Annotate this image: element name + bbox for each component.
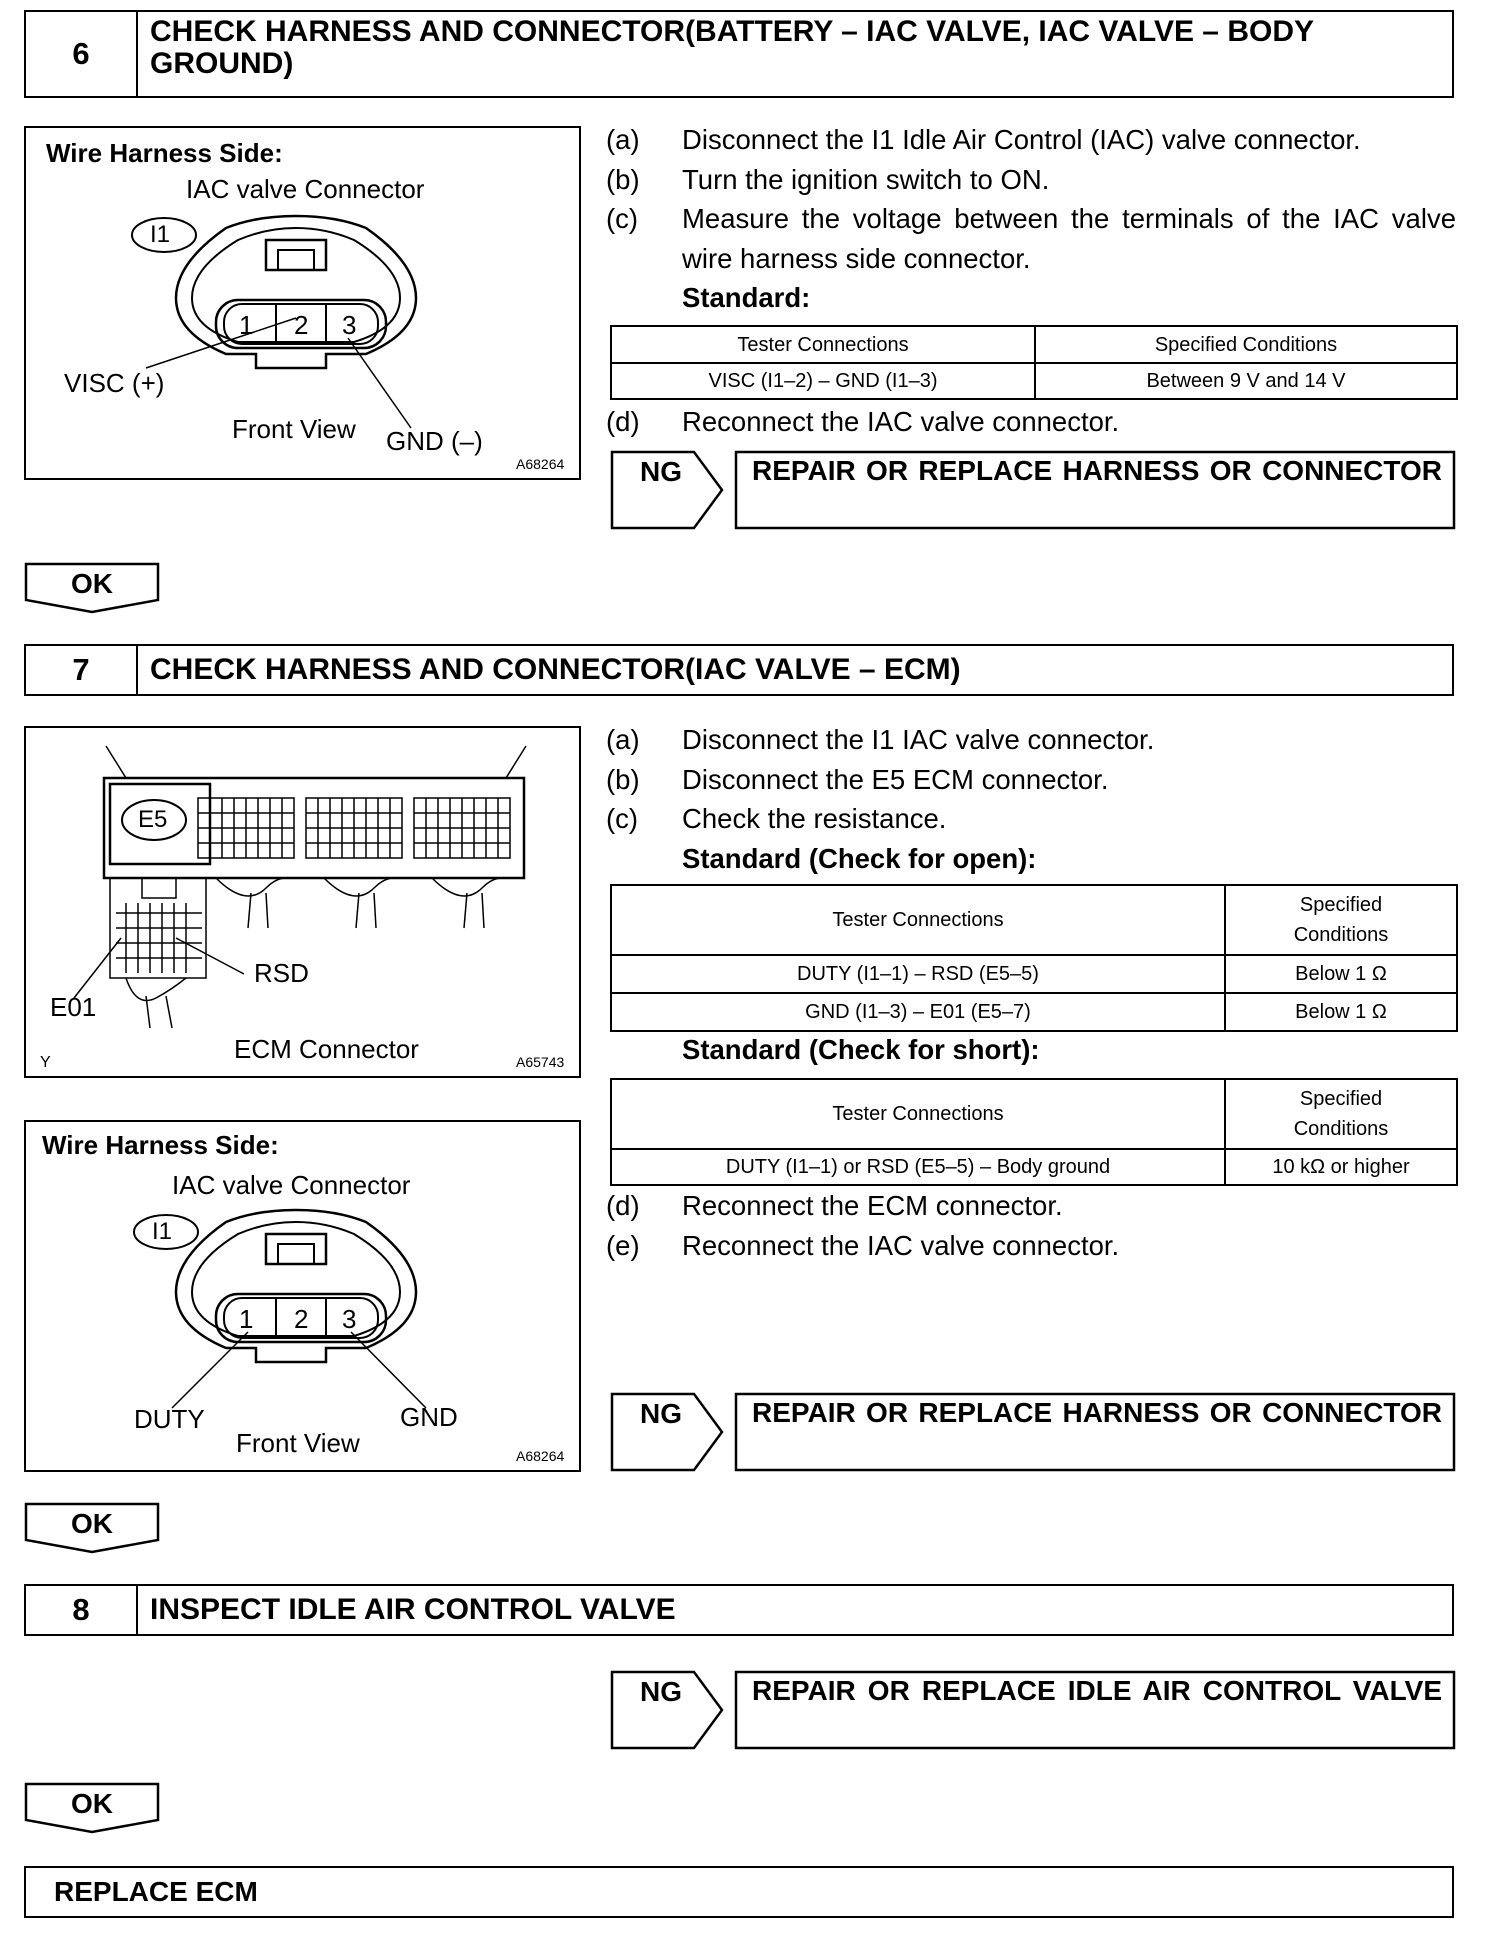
- step-6-ok: [24, 562, 160, 614]
- step-7-ng-branch: [610, 1392, 1456, 1472]
- instruction-item: (b) Turn the ignition switch to ON.: [606, 163, 1050, 195]
- ok-label: OK: [71, 1788, 113, 1819]
- pin-3: 3: [342, 310, 357, 340]
- final-action-box: [24, 1866, 1454, 1918]
- ng-action-text: REPAIR OR REPLACE IDLE AIR CONTROL VALVE: [752, 1675, 1442, 1706]
- figure-heading: Wire Harness Side:: [42, 1130, 279, 1160]
- instruction-item: (b) Disconnect the E5 ECM connector.: [606, 763, 1109, 795]
- label-visc: VISC (+): [64, 368, 165, 398]
- step-6-instructions: [606, 120, 1456, 317]
- step-7-short-table: [610, 1078, 1458, 1186]
- step-6-after: [606, 402, 1456, 442]
- ok-label: OK: [71, 1508, 113, 1539]
- ecm-connector-figure: [24, 726, 581, 1078]
- ng-label: NG: [640, 1398, 682, 1429]
- label-gnd: GND (–): [386, 426, 483, 456]
- ng-action: [752, 1394, 1458, 1474]
- step-7-open-table: [610, 884, 1458, 1032]
- connector-id: I1: [152, 1218, 173, 1245]
- step-7-header: [24, 644, 1454, 696]
- step-title: CHECK HARNESS AND CONNECTOR(IAC VALVE – ECM): [150, 653, 961, 686]
- step-7-instructions: [606, 720, 1456, 878]
- figure-code: A68264: [516, 1448, 565, 1464]
- ng-label: NG: [640, 456, 682, 487]
- step-6-header: [24, 10, 1454, 98]
- pin-1: 1: [239, 310, 254, 340]
- step-number: 8: [26, 1586, 138, 1634]
- table-cell: GND (I1–3) – E01 (E5–7): [611, 993, 1225, 1031]
- step-number: 6: [26, 12, 138, 96]
- ng-action-text: REPAIR OR REPLACE HARNESS OR CONNECTOR: [752, 455, 1442, 486]
- table-cell: Below 1 Ω: [1225, 955, 1457, 993]
- label-rsd: RSD: [254, 958, 309, 988]
- table-cell: DUTY (I1–1) – RSD (E5–5): [611, 955, 1225, 993]
- instruction-item: (d) Reconnect the IAC valve connector.: [606, 406, 1120, 437]
- step-number: 7: [26, 646, 138, 694]
- ecm-connector-id: E5: [138, 806, 168, 833]
- table-cell: Below 1 Ω: [1225, 993, 1457, 1031]
- ok-label: OK: [71, 568, 113, 599]
- table-header: Specified Conditions: [1035, 326, 1457, 363]
- ng-action: [752, 452, 1458, 532]
- figure-code: A65743: [516, 1054, 565, 1070]
- connector-id: I1: [150, 221, 171, 248]
- standard-label: Standard:: [682, 282, 811, 313]
- label-gnd: GND: [400, 1402, 458, 1432]
- figure-code: A68264: [516, 456, 565, 472]
- step-7-after: [606, 1186, 1456, 1265]
- standard-open-label: Standard (Check for open):: [682, 842, 1037, 874]
- step-7-short-label-wrap: [606, 1030, 1456, 1069]
- step-6-spec-table: [610, 325, 1458, 400]
- corner-mark: Y: [40, 1054, 51, 1071]
- label-e01: E01: [50, 992, 97, 1022]
- instruction-item: (c) Check the resistance.: [606, 803, 947, 834]
- table-header: Specified Conditions: [1225, 1079, 1457, 1149]
- step-8-ng-branch: [610, 1670, 1456, 1750]
- step-8-ok: [24, 1782, 160, 1834]
- instruction-item: (d) Reconnect the ECM connector.: [606, 1190, 1063, 1221]
- iac-connector-figure-2: [24, 1120, 581, 1472]
- instruction-item: (a) Disconnect the I1 IAC valve connector.: [606, 724, 1155, 755]
- table-header: Specified Conditions: [1225, 885, 1457, 955]
- step-title: CHECK HARNESS AND CONNECTOR(BATTERY – IAC VALVE, IAC VALVE – BODY GROUND): [150, 15, 1314, 80]
- table-cell: Between 9 V and 14 V: [1035, 363, 1457, 399]
- pin-3: 3: [342, 1304, 357, 1334]
- instruction-item: (a) Disconnect the I1 Idle Air Control (IAC) valve connector.: [606, 124, 1361, 155]
- instruction-item: (c) Measure the voltage between the terminals of the IAC valve wire harness side connector.: [606, 203, 1456, 274]
- front-view-label: Front View: [232, 414, 356, 444]
- instruction-item: (e) Reconnect the IAC valve connector.: [606, 1229, 1120, 1261]
- connector-label: IAC valve Connector: [172, 1170, 411, 1200]
- step-7-ok: [24, 1502, 160, 1554]
- table-cell: VISC (I1–2) – GND (I1–3): [611, 363, 1035, 399]
- ng-action-text: REPAIR OR REPLACE HARNESS OR CONNECTOR: [752, 1397, 1442, 1428]
- step-title: INSPECT IDLE AIR CONTROL VALVE: [150, 1593, 676, 1626]
- final-action-text: REPLACE ECM: [54, 1876, 258, 1907]
- figure-heading: Wire Harness Side:: [46, 138, 283, 168]
- connector-label: IAC valve Connector: [186, 174, 425, 204]
- table-cell: 10 kΩ or higher: [1225, 1149, 1457, 1185]
- step-8-header: [24, 1584, 1454, 1636]
- table-header: Tester Connections: [611, 1079, 1225, 1149]
- ng-label: NG: [640, 1676, 682, 1707]
- connector-drawing: [26, 1122, 579, 1470]
- step-6-ng-branch: [610, 450, 1456, 530]
- table-header: Tester Connections: [611, 885, 1225, 955]
- iac-connector-figure: [24, 126, 581, 480]
- table-cell: DUTY (I1–1) or RSD (E5–5) – Body ground: [611, 1149, 1225, 1185]
- ecm-connector-drawing: [26, 728, 579, 1076]
- front-view-label: Front View: [236, 1428, 360, 1458]
- pin-1: 1: [239, 1304, 254, 1334]
- label-duty: DUTY: [134, 1404, 205, 1434]
- ng-action: [752, 1672, 1458, 1752]
- table-header: Tester Connections: [611, 326, 1035, 363]
- standard-short-label: Standard (Check for short):: [682, 1034, 1040, 1065]
- pin-2: 2: [294, 310, 309, 340]
- ecm-caption: ECM Connector: [234, 1034, 419, 1064]
- pin-2: 2: [294, 1304, 309, 1334]
